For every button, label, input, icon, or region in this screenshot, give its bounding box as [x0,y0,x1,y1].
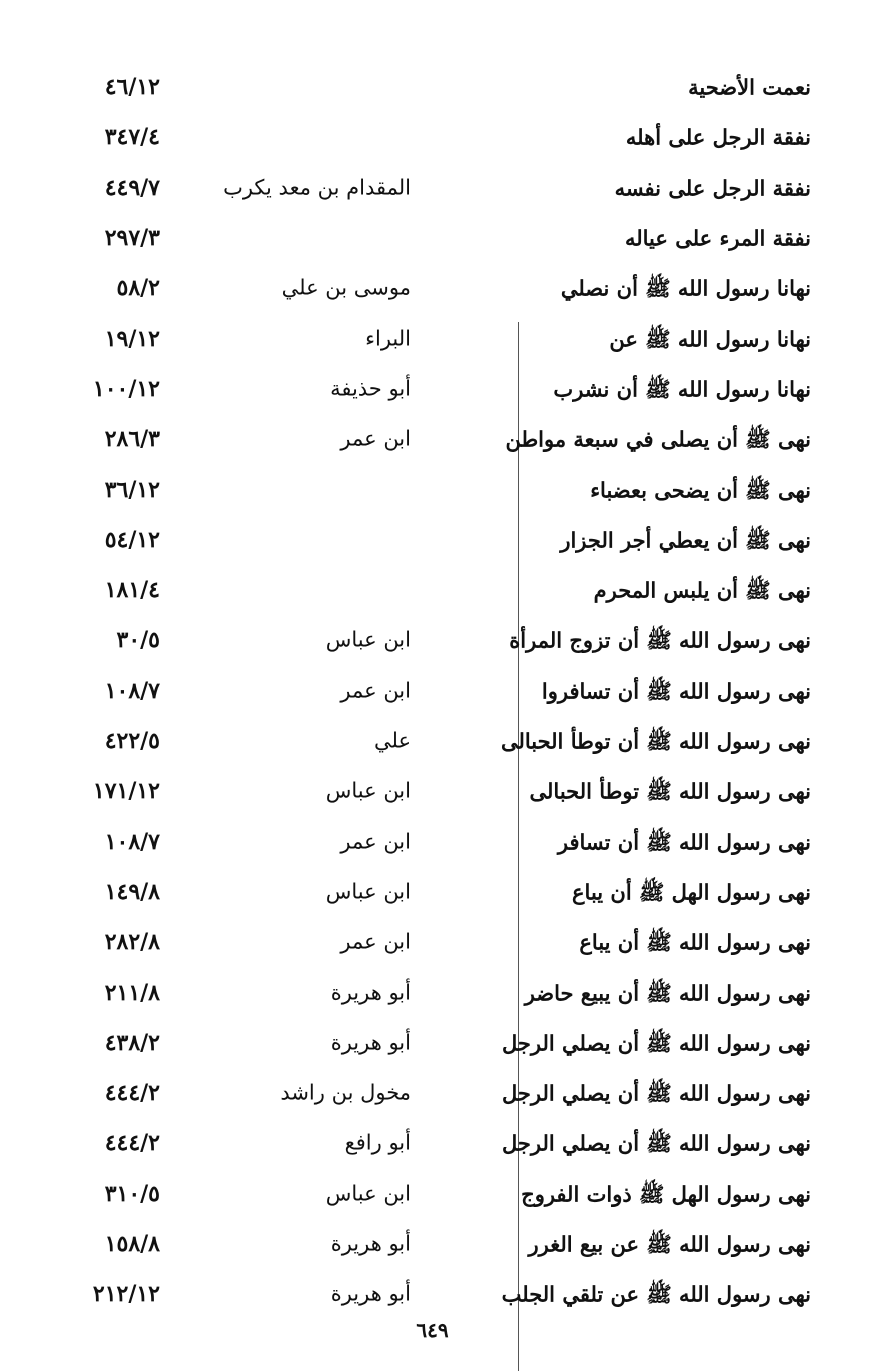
entry-title: نهى رسول الله ﷺ أن يبيع حاضر [524,980,811,1006]
entry-reference: ٢٩٧/٣ [104,225,160,252]
entry-narrator: ابن عمر [340,678,411,703]
entry-reference: ٥٤/١٢ [104,526,160,553]
entry-reference: ١٥٨/٨ [104,1231,160,1258]
index-entry [0,364,873,414]
index-entry [0,1068,873,1118]
entry-reference: ٣٤٧/٤ [104,124,160,151]
entry-title: نفقة المرء على عياله [624,225,811,251]
index-entry [0,163,873,213]
page-number [0,1318,873,1342]
entry-title: نهى رسول الله ﷺ أن تسافر [557,829,811,855]
entry-reference: ١٨١/٤ [104,577,160,604]
index-entry [0,464,873,514]
index-entry [0,213,873,263]
entry-title: نهى ﷺ أن يعطي أجر الجزار [560,527,811,553]
index-entry [0,112,873,162]
entry-narrator: أبو هريرة [330,980,411,1005]
entry-narrator: مخول بن راشد [280,1080,411,1105]
entry-narrator: المقدام بن معد يكرب [223,175,411,200]
entry-reference: ٤٣٨/٢ [104,1029,160,1056]
index-entry [0,716,873,766]
entry-reference: ١٠٨/٧ [104,677,160,704]
index-entry [0,817,873,867]
entry-title: نعمت الأضحية [688,74,811,100]
entry-reference: ٣٦/١٢ [104,476,160,503]
entry-title: نهى رسول الهل ﷺ أن يباع [572,879,811,905]
entry-reference: ٤٢٢/٥ [104,728,160,755]
page-number-text: ٦٤٩ [416,1318,449,1342]
entry-narrator: ابن عباس [325,879,411,904]
index-entry [0,666,873,716]
entry-reference: ٢١١/٨ [104,979,160,1006]
entry-reference: ٥٨/٢ [116,275,160,302]
entry-narrator: أبو هريرة [330,1030,411,1055]
entry-narrator: أبو هريرة [330,1231,411,1256]
index-entry [0,1219,873,1269]
index-entry [0,263,873,313]
entry-reference: ١٧١/١٢ [92,778,160,805]
entry-narrator: البراء [365,326,411,351]
entry-reference: ١٠٠/١٢ [92,375,160,402]
entry-title: نهى ﷺ أن يضحى بعضباء [590,477,811,503]
index-entry [0,565,873,615]
entry-narrator: ابن عمر [340,426,411,451]
index-entry [0,1018,873,1068]
entry-reference: ١٠٨/٧ [104,828,160,855]
entry-reference: ٢٨٢/٨ [104,929,160,956]
entry-title: نهى ﷺ أن يصلى في سبعة مواطن [505,426,811,452]
entry-narrator: ابن عمر [340,829,411,854]
entry-title: نهى رسول الله ﷺ أن تسافروا [541,678,811,704]
index-entry [0,766,873,816]
entry-reference: ٤٤٤/٢ [104,1080,160,1107]
index-entry [0,515,873,565]
entry-narrator: ابن عباس [325,778,411,803]
entry-title: نهى رسول الله ﷺ أن يباع [579,929,811,955]
entry-reference: ٤٦/١٢ [104,74,160,101]
entry-narrator: موسى بن علي [281,275,411,300]
index-entry [0,867,873,917]
entry-reference: ٤٤٩/٧ [104,174,160,201]
entry-narrator: ابن عباس [325,627,411,652]
entry-narrator: ابن عمر [340,929,411,954]
entry-narrator: علي [374,728,411,753]
index-entry [0,414,873,464]
entry-title: نهى رسول الله ﷺ أن تزوج المرأة [509,627,811,653]
entry-title: نهى رسول الله ﷺ أن يصلي الرجل [501,1030,811,1056]
entry-title: نفقة الرجل على نفسه [614,175,811,201]
entry-title: نهى رسول الله ﷺ أن يصلي الرجل [501,1080,811,1106]
entry-reference: ١٤٩/٨ [104,878,160,905]
entry-reference: ٣٠/٥ [116,627,160,654]
entry-title: نهانا رسول الله ﷺ عن [609,326,811,352]
entry-title: نهى رسول الله ﷺ أن توطأ الحبالى [500,728,811,754]
entry-title: نهانا رسول الله ﷺ أن نشرب [553,376,811,402]
index-entry [0,615,873,665]
entry-title: نهى رسول الله ﷺ توطأ الحبالى [529,778,811,804]
index-entry [0,1118,873,1168]
entry-narrator: أبو رافع [344,1130,411,1155]
entry-narrator: أبو حذيفة [330,376,411,401]
entry-narrator: أبو هريرة [330,1281,411,1306]
entry-narrator: ابن عباس [325,1181,411,1206]
entry-reference: ٣١٠/٥ [104,1180,160,1207]
entry-title: نهى رسول الله ﷺ عن بيع الغرر [528,1231,811,1257]
entry-reference: ٤٤٤/٢ [104,1130,160,1157]
entry-title: نهى ﷺ أن يلبس المحرم [593,577,811,603]
index-entry [0,1169,873,1219]
entry-title: نهى رسول الله ﷺ أن يصلي الرجل [501,1130,811,1156]
entry-title: نفقة الرجل على أهله [625,124,811,150]
entry-reference: ١٩/١٢ [104,325,160,352]
index-entry [0,967,873,1017]
entry-reference: ٢٨٦/٣ [104,426,160,453]
entry-reference: ٢١٢/١٢ [92,1281,160,1308]
index-entry [0,1269,873,1319]
entry-title: نهى رسول الله ﷺ عن تلقي الجلب [501,1281,811,1307]
index-entry [0,314,873,364]
entry-title: نهانا رسول الله ﷺ أن نصلي [560,275,811,301]
index-entry [0,62,873,112]
entry-title: نهى رسول الهل ﷺ ذوات الفروج [521,1181,811,1207]
index-entry [0,917,873,967]
